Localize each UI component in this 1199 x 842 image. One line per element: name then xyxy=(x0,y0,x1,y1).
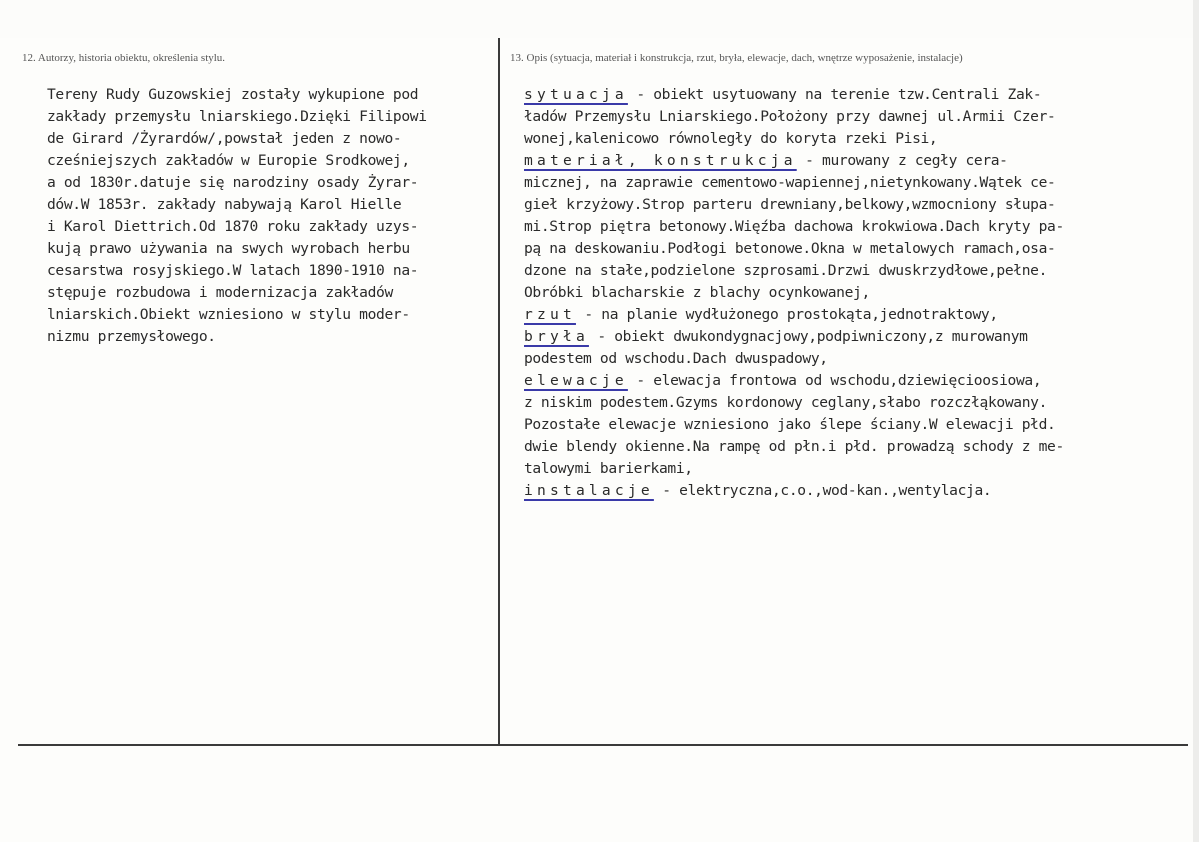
description-line-text: - elektryczna,c.o.,wod-kan.,wentylacja. xyxy=(653,482,992,499)
history-line: cześniejszych zakładów w Europie Srodkowej, xyxy=(47,152,410,169)
keyword-elewacje: elewacje xyxy=(524,372,628,389)
description-line-text: podestem od wschodu.Dach dwuspadowy, xyxy=(524,350,828,367)
description-text xyxy=(524,84,1184,502)
page-top-margin xyxy=(0,0,1199,38)
keyword-material-konstrukcja: materiał, konstrukcja xyxy=(524,152,797,169)
history-line: Tereny Rudy Guzowskiej zostały wykupione pod xyxy=(47,86,419,103)
history-line: dów.W 1853r. zakłady nabywają Karol Hielle xyxy=(47,196,402,213)
description-line-text: dzone na stałe,podzielone szprosami.Drzwi dwuskrzydłowe,pełne. xyxy=(524,262,1048,279)
description-line xyxy=(524,414,1184,436)
history-line: zakłady przemysłu lniarskiego.Dzięki Filipowi xyxy=(47,108,427,125)
description-line xyxy=(524,194,1184,216)
history-line: i Karol Diettrich.Od 1870 roku zakłady uzys- xyxy=(47,218,419,235)
description-line xyxy=(524,480,1184,502)
page-right-edge xyxy=(1193,0,1199,842)
column-divider xyxy=(498,38,500,744)
description-line-text: z niskim podestem.Gzyms kordonowy ceglany,słabo rozczłąkowany. xyxy=(524,394,1048,411)
description-line xyxy=(524,370,1184,392)
description-line xyxy=(524,436,1184,458)
history-line: stępuje rozbudowa i modernizacja zakładów xyxy=(47,284,393,301)
description-line-text: ładów Przemysłu Lniarskiego.Położony przy dawnej ul.Armii Czer- xyxy=(524,108,1056,125)
description-line xyxy=(524,106,1184,128)
history-line: de Girard /Żyrardów/,powstał jeden z nowo- xyxy=(47,130,402,147)
description-line xyxy=(524,326,1184,348)
description-line-text: wonej,kalenicowo równoległy do koryta rzeki Pisi, xyxy=(524,130,938,147)
description-line-text: gieł krzyżowy.Strop parteru drewniany,belkowy,wzmocniony słupa- xyxy=(524,196,1056,213)
description-line-text: pą na deskowaniu.Podłogi betonowe.Okna w metalowych ramach,osa- xyxy=(524,240,1056,257)
history-line: a od 1830r.datuje się narodziny osady Żyrar- xyxy=(47,174,419,191)
description-line-text: Obróbki blacharskie z blachy ocynkowanej, xyxy=(524,284,870,301)
description-line-text: - obiekt dwukondygnacjowy,podpiwniczony,z murowanym xyxy=(588,328,1028,345)
description-line xyxy=(524,128,1184,150)
keyword-instalacje: instalacje xyxy=(524,482,654,499)
keyword-sytuacja: sytuacja xyxy=(524,86,628,103)
description-line xyxy=(524,84,1184,106)
description-line xyxy=(524,150,1184,172)
history-line: cesarstwa rosyjskiego.W latach 1890-1910 na- xyxy=(47,262,419,279)
description-line xyxy=(524,238,1184,260)
bottom-rule xyxy=(18,744,1188,746)
description-line-text: - elewacja frontowa od wschodu,dziewięcioosiowa, xyxy=(627,372,1042,389)
description-line xyxy=(524,304,1184,326)
description-line-text: micznej, na zaprawie cementowo-wapiennej,nietynkowany.Wątek ce- xyxy=(524,174,1056,191)
section-12-header: 12. Autorzy, historia obiektu, określenia stylu. xyxy=(22,52,226,64)
keyword-rzut: rzut xyxy=(524,306,576,323)
description-line-text: - obiekt usytuowany na terenie tzw.Centrali Zak- xyxy=(627,86,1042,103)
description-line-text: - murowany z cegły cera- xyxy=(796,152,1008,169)
description-line-text: Pozostałe elewacje wzniesiono jako ślepe ściany.W elewacji płd. xyxy=(524,416,1056,433)
keyword-bryla: bryła xyxy=(524,328,589,345)
description-line-text: - na planie wydłużonego prostokąta,jednotraktowy, xyxy=(575,306,998,323)
description-line-text: mi.Strop piętra betonowy.Więźba dachowa krokwiowa.Dach kryty pa- xyxy=(524,218,1064,235)
history-line: lniarskich.Obiekt wzniesiono w stylu moder- xyxy=(47,306,410,323)
description-line xyxy=(524,458,1184,480)
description-line xyxy=(524,348,1184,370)
description-line xyxy=(524,392,1184,414)
history-text xyxy=(47,84,487,348)
description-line xyxy=(524,216,1184,238)
description-line-text: talowymi barierkami, xyxy=(524,460,693,477)
description-line-text: dwie blendy okienne.Na rampę od płn.i płd. prowadzą schody z me- xyxy=(524,438,1064,455)
description-line xyxy=(524,172,1184,194)
history-line: kują prawo używania na swych wyrobach herbu xyxy=(47,240,410,257)
history-line: nizmu przemysłowego. xyxy=(47,328,216,345)
description-line xyxy=(524,282,1184,304)
section-13-header: 13. Opis (sytuacja, materiał i konstrukcja, rzut, bryła, elewacje, dach, wnętrze wyposażenie, instalacje) xyxy=(510,52,963,64)
description-line xyxy=(524,260,1184,282)
